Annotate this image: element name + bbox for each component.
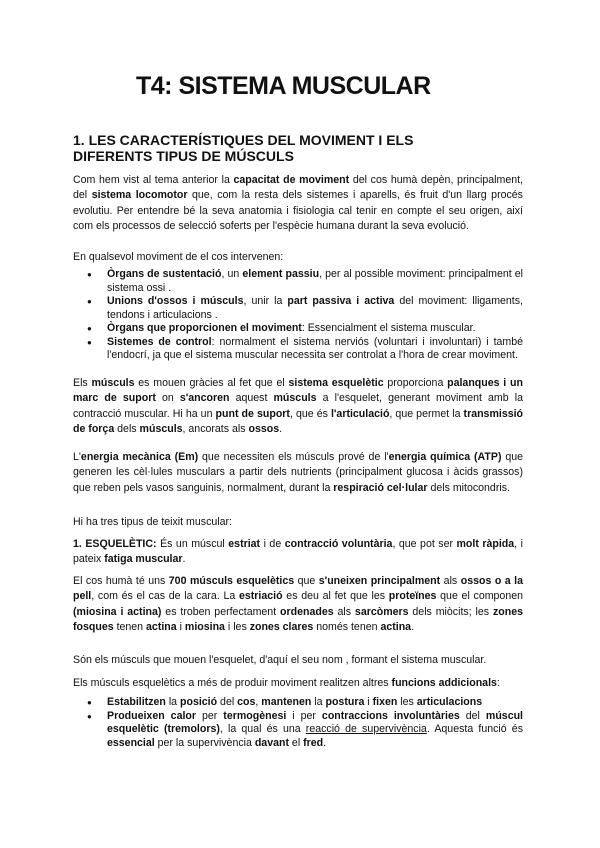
functions-intro: Els músculs esquelètics a més de produir moviment realitzen altres funcions addicionals: [73,677,500,689]
components-intro: En qualsevol moviment de el cos intervenen: [73,251,284,263]
list-item: ● Produeixen calor per termogènesi i per contraccions involuntàries del múscul esquelètic (tremolors), la qual és una reacció de supervivència. Aquesta funció és essencial per la supervivència davant el fred. [107,710,523,751]
skeletal-paragraph: 1. ESQUELÈTIC: És un múscul estriat i de contracció voluntària, que pot ser molt ràpida, i pateix fatiga muscular. [73,538,523,566]
list-item: ● Òrgans de sustentació, un element passiu, per al possible moviment: principalment el sistema ossi . [107,268,523,295]
functions-list [73,696,523,750]
skeletal-detail-paragraph: El cos humà té uns 700 músculs esquelètics que s'uneixen principalment als ossos o a la pell, com és el cas de la cara. La estriació es deu al fet que les proteïnes que el componen (miosina i actina) es troben perfectament ordenades als sarcòmers dels miòcits; les zones fosques tenen actina i miosina i les zones clares només tenen actina. [73,575,524,633]
muscles-paragraph: Els músculs es mouen gràcies al fet que el sistema esquelètic proporciona palanques i un marc de suport on s'ancoren aquest músculs a l'esquelet, generant moviment amb la contracció muscular. Hi ha un punt de suport, que és l'articulació, que permet la transmissió de força dels músculs, ancorats als ossos. [73,377,524,435]
intro-paragraph: Com hem vist al tema anterior la capacitat de moviment del cos humà depèn, principalment, del sistema locomotor que, com la resta dels sistemes i aparells, és fruit d'un llarg procés evolutiu. Per entendre bé la seva anatomia i fisiologia cal tenir en compte el seu origen, així com els processos de selecció soferts per l'espècie humana durant la seva evolució. [73,174,523,232]
skeletal-summary: Són els músculs que mouen l'esquelet, d'aquí el seu nom , formant el sistema muscular. [73,654,487,666]
list-item: ● Unions d'ossos i músculs, unir la part passiva i activa del moviment: lligaments, tendons i articulacions . [107,295,523,322]
page-title: T4: SISTEMA MUSCULAR [136,72,431,100]
components-list [73,268,523,363]
list-item: ● Estabilitzen la posició del cos, mantenen la postura i fixen les articulacions [107,696,523,710]
section-heading: 1. LES CARACTERÍSTIQUES DEL MOVIMENT I ELS DIFERENTS TIPUS DE MÚSCULS [73,132,414,164]
tissue-types-intro: Hi ha tres tipus de teixit muscular: [73,516,232,528]
energy-paragraph: L'energia mecànica (Em) que necessiten els músculs prové de l'energia química (ATP) que generen les cèl·lules musculars a partir dels nutrients (principalment glucosa i àcids grassos) que reben pels vasos sanguinis, normalment, durant la respiració cel·lular dels mitocondris. [73,451,524,494]
list-item: ● Òrgans que proporcionen el moviment: Essencialment el sistema muscular. [107,322,523,336]
list-item: ● Sistemes de control: normalment el sistema nerviós (voluntari i involuntari) i també l'endocrí, ja que el sistema muscular necessita ser controlat a l'hora de crear moviment. [107,336,523,363]
